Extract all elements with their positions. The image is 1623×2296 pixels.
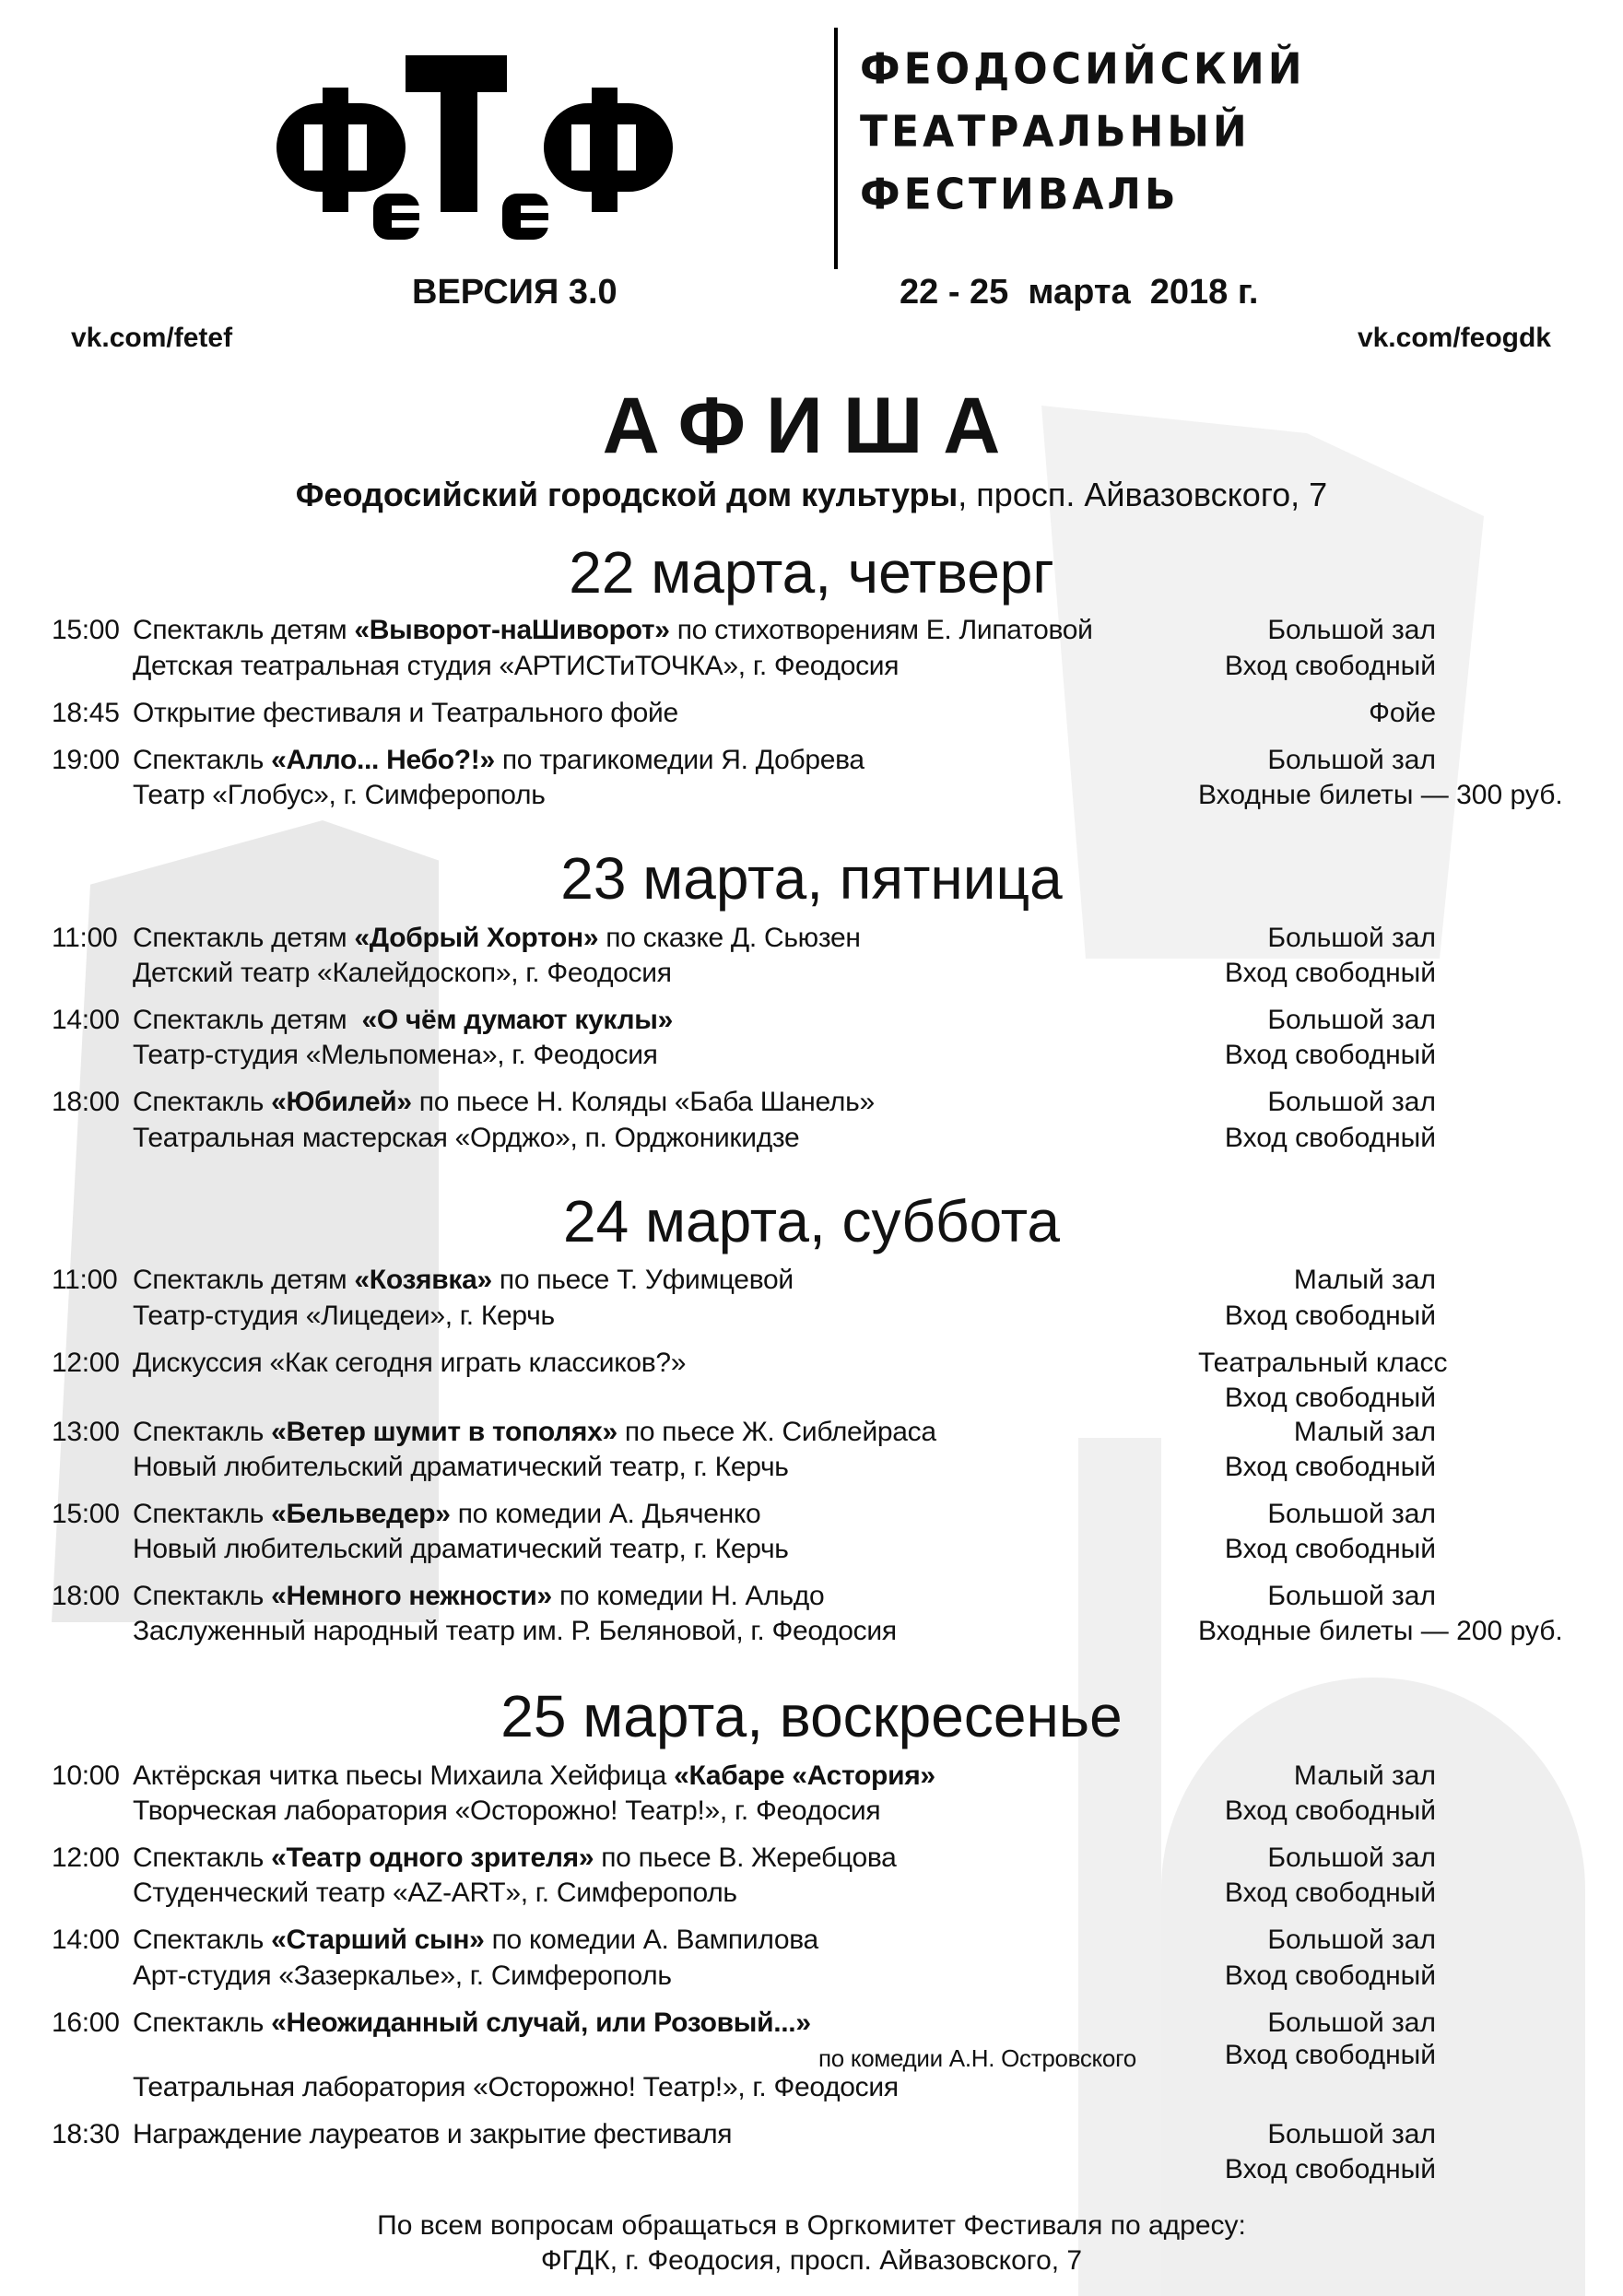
event-title — [133, 1347, 686, 1380]
day-heading: 24 марта, суббота — [563, 1188, 1060, 1254]
event-venue: Большой зал — [1267, 2119, 1436, 2149]
event-venue: Большой зал — [1267, 745, 1436, 775]
event-title-bold: «Кабаре «Астория» — [674, 1760, 935, 1791]
festival-title-line-1: ФЕОДОСИЙСКИЙ — [860, 44, 1306, 95]
event-company: Арт-студия «Зазеркалье», г. Симферополь — [133, 1960, 672, 1991]
event-company: Новый любительский драматический театр, г. Керчь — [133, 1452, 789, 1482]
event-title-prefix: Спектакль — [133, 1581, 272, 1611]
footer-contact-line-2: ФГДК, г. Феодосия, просп. Айвазовского, 7 — [540, 2245, 1083, 2276]
event-venue: Большой зал — [1267, 923, 1436, 953]
event-venue: Большой зал — [1267, 1843, 1436, 1873]
event-title — [133, 1264, 794, 1297]
event-entry: Вход свободный — [1224, 1383, 1436, 1413]
event-time: 19:00 — [52, 745, 120, 775]
event-time: 14:00 — [52, 1925, 120, 1955]
event-title-suffix: по трагикомедии Я. Добрева — [494, 745, 864, 775]
event-title-bold: «Ветер шумит в тополях» — [271, 1417, 617, 1447]
event-entry: Вход свободный — [1224, 2154, 1436, 2184]
event-title-bold: «Бельведер» — [271, 1499, 451, 1529]
event-title-suffix: по пьесе Н. Коляды «Баба Шанель» — [411, 1087, 875, 1117]
event-note: по комедии А.Н. Островского — [818, 2044, 1136, 2072]
event-time: 18:30 — [52, 2119, 120, 2149]
event-title-prefix: Спектакль детям — [133, 1005, 362, 1035]
event-title-bold: «Старший сын» — [271, 1925, 485, 1955]
vk-link-fetef[interactable]: vk.com/fetef — [71, 323, 233, 353]
event-entry: Вход свободный — [1224, 1878, 1436, 1908]
event-title-bold: «Театр одного зрителя» — [271, 1843, 594, 1873]
event-venue: Большой зал — [1267, 1499, 1436, 1529]
event-venue: Малый зал — [1293, 1265, 1436, 1295]
event-title-suffix: по комедии Н. Альдо — [551, 1581, 825, 1611]
event-title — [133, 1760, 935, 1793]
event-title-suffix: по пьесе Ж. Сиблейраса — [617, 1417, 936, 1447]
background-minaret-image — [1078, 1438, 1161, 2296]
event-title — [133, 1498, 760, 1531]
event-time: 18:45 — [52, 698, 120, 728]
event-venue: Фойе — [1369, 698, 1436, 728]
festival-title-line-2: ТЕАТРАЛЬНЫЙ — [860, 107, 1251, 158]
event-title-suffix: по сказке Д. Сьюзен — [598, 923, 861, 953]
day-heading: 25 марта, воскресенье — [500, 1683, 1123, 1749]
event-entry: Вход свободный — [1224, 1452, 1436, 1482]
event-company: Творческая лаборатория «Осторожно! Театр!», г. Феодосия — [133, 1796, 881, 1826]
event-company: Заслуженный народный театр им. Р. Беляновой, г. Феодосия — [133, 1616, 897, 1646]
event-time: 11:00 — [52, 923, 118, 953]
event-entry: Вход свободный — [1224, 1301, 1436, 1331]
event-venue: Большой зал — [1267, 1581, 1436, 1611]
event-title-suffix: по пьесе Т. Уфимцевой — [491, 1265, 794, 1295]
event-company: Студенческий театр «AZ-ART», г. Симферополь — [133, 1878, 737, 1908]
event-time: 11:00 — [52, 1265, 118, 1295]
event-time: 12:00 — [52, 1348, 120, 1378]
event-venue: Малый зал — [1293, 1417, 1436, 1447]
event-time: 18:00 — [52, 1581, 120, 1611]
event-title-prefix: Спектакль — [133, 1843, 272, 1873]
event-title-bold: «Алло... Небо?!» — [271, 745, 495, 775]
event-company: Театр «Глобус», г. Симферополь — [133, 780, 546, 810]
page-title: АФИША — [602, 382, 1021, 470]
event-title-prefix: Спектакль детям — [133, 1265, 355, 1295]
event-entry: Входные билеты — 200 руб. — [1198, 1616, 1563, 1646]
event-company: Новый любительский драматический театр, г. Керчь — [133, 1534, 789, 1564]
event-company: Театр-студия «Лицедеи», г. Керчь — [133, 1301, 555, 1331]
event-title — [133, 1580, 824, 1613]
event-time: 16:00 — [52, 2008, 120, 2038]
event-title-bold: «Юбилей» — [271, 1087, 412, 1117]
event-entry: Вход свободный — [1224, 1960, 1436, 1991]
festival-title-line-3: ФЕСТИВАЛЬ — [860, 170, 1180, 220]
day-heading: 22 марта, четверг — [569, 539, 1054, 606]
event-title-suffix: по комедии А. Дьяченко — [450, 1499, 761, 1529]
event-time: 15:00 — [52, 615, 120, 645]
event-entry: Вход свободный — [1224, 958, 1436, 988]
event-venue: Большой зал — [1267, 1005, 1436, 1035]
event-title-prefix: Спектакль — [133, 1087, 272, 1117]
event-company: Театр-студия «Мельпомена», г. Феодосия — [133, 1040, 658, 1070]
event-title-suffix: по пьесе В. Жеребцова — [594, 1843, 897, 1873]
event-company: Театральная лаборатория «Осторожно! Театр!», г. Феодосия — [133, 2072, 899, 2102]
event-title-prefix: Спектакль — [133, 1925, 272, 1955]
event-title-prefix: Спектакль — [133, 1499, 272, 1529]
event-entry: Вход свободный — [1224, 1796, 1436, 1826]
event-title-prefix: Открытие фестиваля и Театрального фойе — [133, 698, 678, 728]
footer-contact-line-1: По всем вопросам обращаться в Оргкомитет Фестиваля по адресу: — [377, 2210, 1246, 2241]
event-time: 15:00 — [52, 1499, 120, 1529]
event-time: 14:00 — [52, 1005, 120, 1035]
event-venue: Малый зал — [1293, 1760, 1436, 1791]
event-title-prefix: Спектакль детям — [133, 923, 355, 953]
event-title — [133, 1924, 818, 1957]
event-title-suffix: по стихотворениям Е. Липатовой — [669, 615, 1093, 645]
event-title — [133, 922, 861, 955]
event-title — [133, 614, 1093, 647]
event-title-bold: «Неожиданный случай, или Розовый...» — [271, 2008, 811, 2038]
event-title-bold: «Козявка» — [354, 1265, 492, 1295]
event-title-suffix: по комедии А. Вампилова — [484, 1925, 818, 1955]
event-title-bold: «Немного нежности» — [271, 1581, 552, 1611]
festival-logo — [276, 37, 793, 249]
event-time: 13:00 — [52, 1417, 120, 1447]
event-title — [133, 2118, 732, 2151]
event-title-bold: «Добрый Хортон» — [354, 923, 599, 953]
event-title-prefix: Спектакль — [133, 2008, 272, 2038]
event-title — [133, 2007, 811, 2040]
event-entry: Вход свободный — [1224, 2040, 1436, 2070]
event-title — [133, 697, 678, 730]
event-title — [133, 1842, 897, 1875]
logo-divider — [834, 28, 838, 269]
event-time: 10:00 — [52, 1760, 120, 1791]
event-title-bold: «О чём думают куклы» — [361, 1005, 673, 1035]
event-company: Детский театр «Калейдоскоп», г. Феодосия — [133, 958, 672, 988]
vk-link-feogdk[interactable]: vk.com/feogdk — [1357, 323, 1551, 353]
venue-name: Феодосийский городской дом культуры — [295, 476, 959, 513]
event-venue: Большой зал — [1267, 1925, 1436, 1955]
day-heading: 23 марта, пятница — [560, 845, 1063, 912]
event-venue: Большой зал — [1267, 1087, 1436, 1117]
event-title — [133, 1416, 936, 1449]
event-title — [133, 1004, 673, 1037]
event-title-prefix: Дискуссия «Как сегодня играть классиков?» — [133, 1348, 687, 1378]
event-title — [133, 744, 864, 777]
event-title-prefix: Спектакль — [133, 1417, 272, 1447]
event-title-prefix: Актёрская читка пьесы Михаила Хейфица — [133, 1760, 675, 1791]
version-label: ВЕРСИЯ 3.0 — [412, 273, 617, 312]
event-entry: Вход свободный — [1224, 1040, 1436, 1070]
event-venue: Театральный класс — [1198, 1348, 1448, 1378]
event-company: Театральная мастерская «Орджо», п. Орджоникидзе — [133, 1123, 800, 1153]
event-title-prefix: Спектакль — [133, 745, 272, 775]
event-title — [133, 1086, 875, 1119]
event-venue: Большой зал — [1267, 615, 1436, 645]
venue-street: , просп. Айвазовского, 7 — [958, 476, 1328, 513]
event-title-prefix: Награждение лауреатов и закрытие фестиваля — [133, 2119, 733, 2149]
event-venue: Большой зал — [1267, 2008, 1436, 2038]
event-time: 12:00 — [52, 1843, 120, 1873]
event-company: Детская театральная студия «АРТИСТиТОЧКА», г. Феодосия — [133, 651, 900, 681]
event-title-prefix: Спектакль детям — [133, 615, 355, 645]
event-entry: Входные билеты — 300 руб. — [1198, 780, 1563, 810]
venue-address — [0, 476, 1623, 514]
event-entry: Вход свободный — [1224, 651, 1436, 681]
festival-dates: 22 - 25 марта 2018 г. — [900, 273, 1259, 312]
event-entry: Вход свободный — [1224, 1534, 1436, 1564]
event-entry: Вход свободный — [1224, 1123, 1436, 1153]
event-time: 18:00 — [52, 1087, 120, 1117]
event-title-bold: «Выворот-наШиворот» — [354, 615, 670, 645]
